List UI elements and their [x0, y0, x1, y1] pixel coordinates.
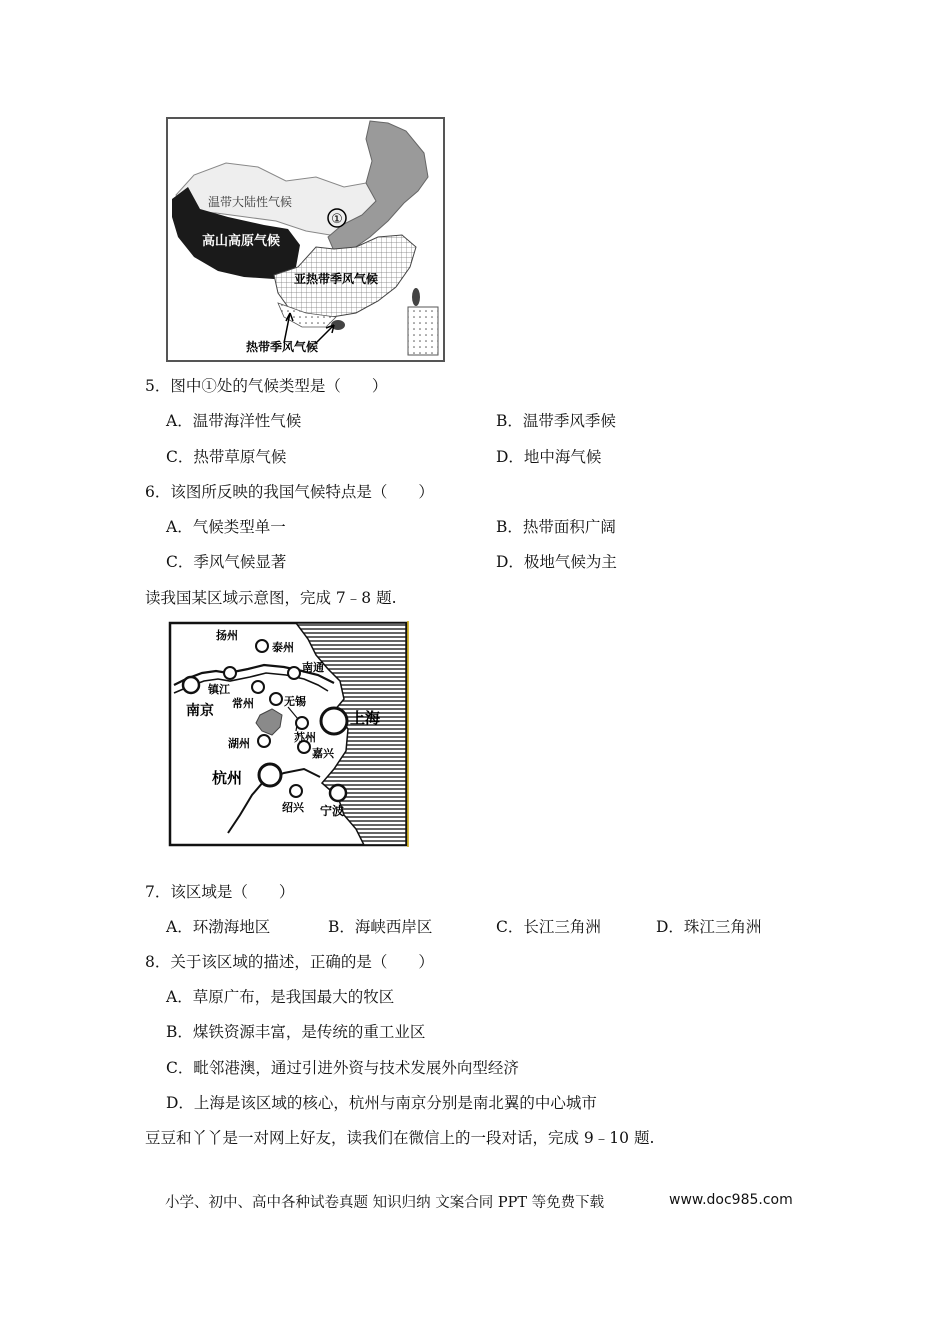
q7-option-a: A．环渤海地区	[166, 918, 271, 936]
q5-stem: 5．图中①处的气候类型是（ ）	[145, 377, 388, 395]
footer-url[interactable]: www.doc985.com	[669, 1192, 793, 1208]
city-nantong: 南通	[302, 661, 324, 674]
city-changzhou: 常州	[232, 697, 254, 710]
q6-option-a: A．气候类型单一	[166, 518, 286, 536]
city-wuxi: 无锡	[284, 695, 306, 708]
intro-7-8: 读我国某区域示意图，完成 7﹣8 题.	[145, 589, 397, 607]
city-taizhou: 泰州	[272, 641, 294, 654]
city-huzhou: 湖州	[228, 737, 250, 750]
q6-option-d: D．极地气候为主	[496, 553, 617, 571]
city-hangzhou: 杭州	[212, 769, 243, 787]
q8-option-a: A．草原广布，是我国最大的牧区	[166, 988, 395, 1006]
q6-option-c: C．季风气候显著	[166, 553, 287, 571]
q5-option-d: D．地中海气候	[496, 448, 602, 466]
q7-option-b: B．海峡西岸区	[328, 918, 433, 936]
q8-option-b: B．煤铁资源丰富，是传统的重工业区	[166, 1023, 426, 1041]
q5-option-b: B．温带季风季候	[496, 412, 616, 430]
q5-option-a: A．温带海洋性气候	[166, 412, 302, 430]
city-shaoxing: 绍兴	[282, 801, 304, 814]
city-shanghai: 上海	[350, 709, 381, 727]
q7-stem: 7．该区域是（ ）	[145, 883, 295, 901]
region-map	[168, 619, 412, 847]
q6-option-b: B．热带面积广阔	[496, 518, 616, 536]
q8-stem: 8．关于该区域的描述，正确的是（ ）	[145, 953, 434, 971]
q8-option-d: D．上海是该区域的核心，杭州与南京分别是南北翼的中心城市	[166, 1094, 597, 1112]
label-subtropical-monsoon: 亚热带季风气候	[294, 272, 379, 286]
q7-option-c: C．长江三角洲	[496, 918, 601, 936]
city-suzhou: 苏州	[294, 731, 316, 744]
q5-option-c: C．热带草原气候	[166, 448, 287, 466]
q8-option-c: C．毗邻港澳，通过引进外资与技术发展外向型经济	[166, 1059, 519, 1077]
city-ningbo: 宁波	[320, 804, 345, 818]
city-nanjing: 南京	[186, 703, 214, 719]
city-jiaxing: 嘉兴	[312, 747, 334, 760]
city-zhenjiang: 镇江	[208, 683, 230, 696]
label-tropical-monsoon: 热带季风气候	[246, 340, 319, 354]
label-highland: 高山高原气候	[202, 234, 281, 249]
footer-text: 小学、初中、高中各种试卷真题 知识归纳 文案合同 PPT 等免费下载	[165, 1195, 605, 1211]
q6-stem: 6．该图所反映的我国气候特点是（ ）	[145, 483, 434, 501]
q7-option-d: D．珠江三角洲	[656, 918, 762, 936]
city-yangzhou: 扬州	[216, 629, 238, 642]
intro-9-10: 豆豆和丫丫是一对网上好友，读我们在微信上的一段对话，完成 9﹣10 题.	[145, 1129, 655, 1147]
marker-1-label: ①	[331, 212, 343, 227]
label-temperate-continental: 温带大陆性气候	[208, 195, 293, 209]
china-climate-map	[166, 117, 446, 363]
